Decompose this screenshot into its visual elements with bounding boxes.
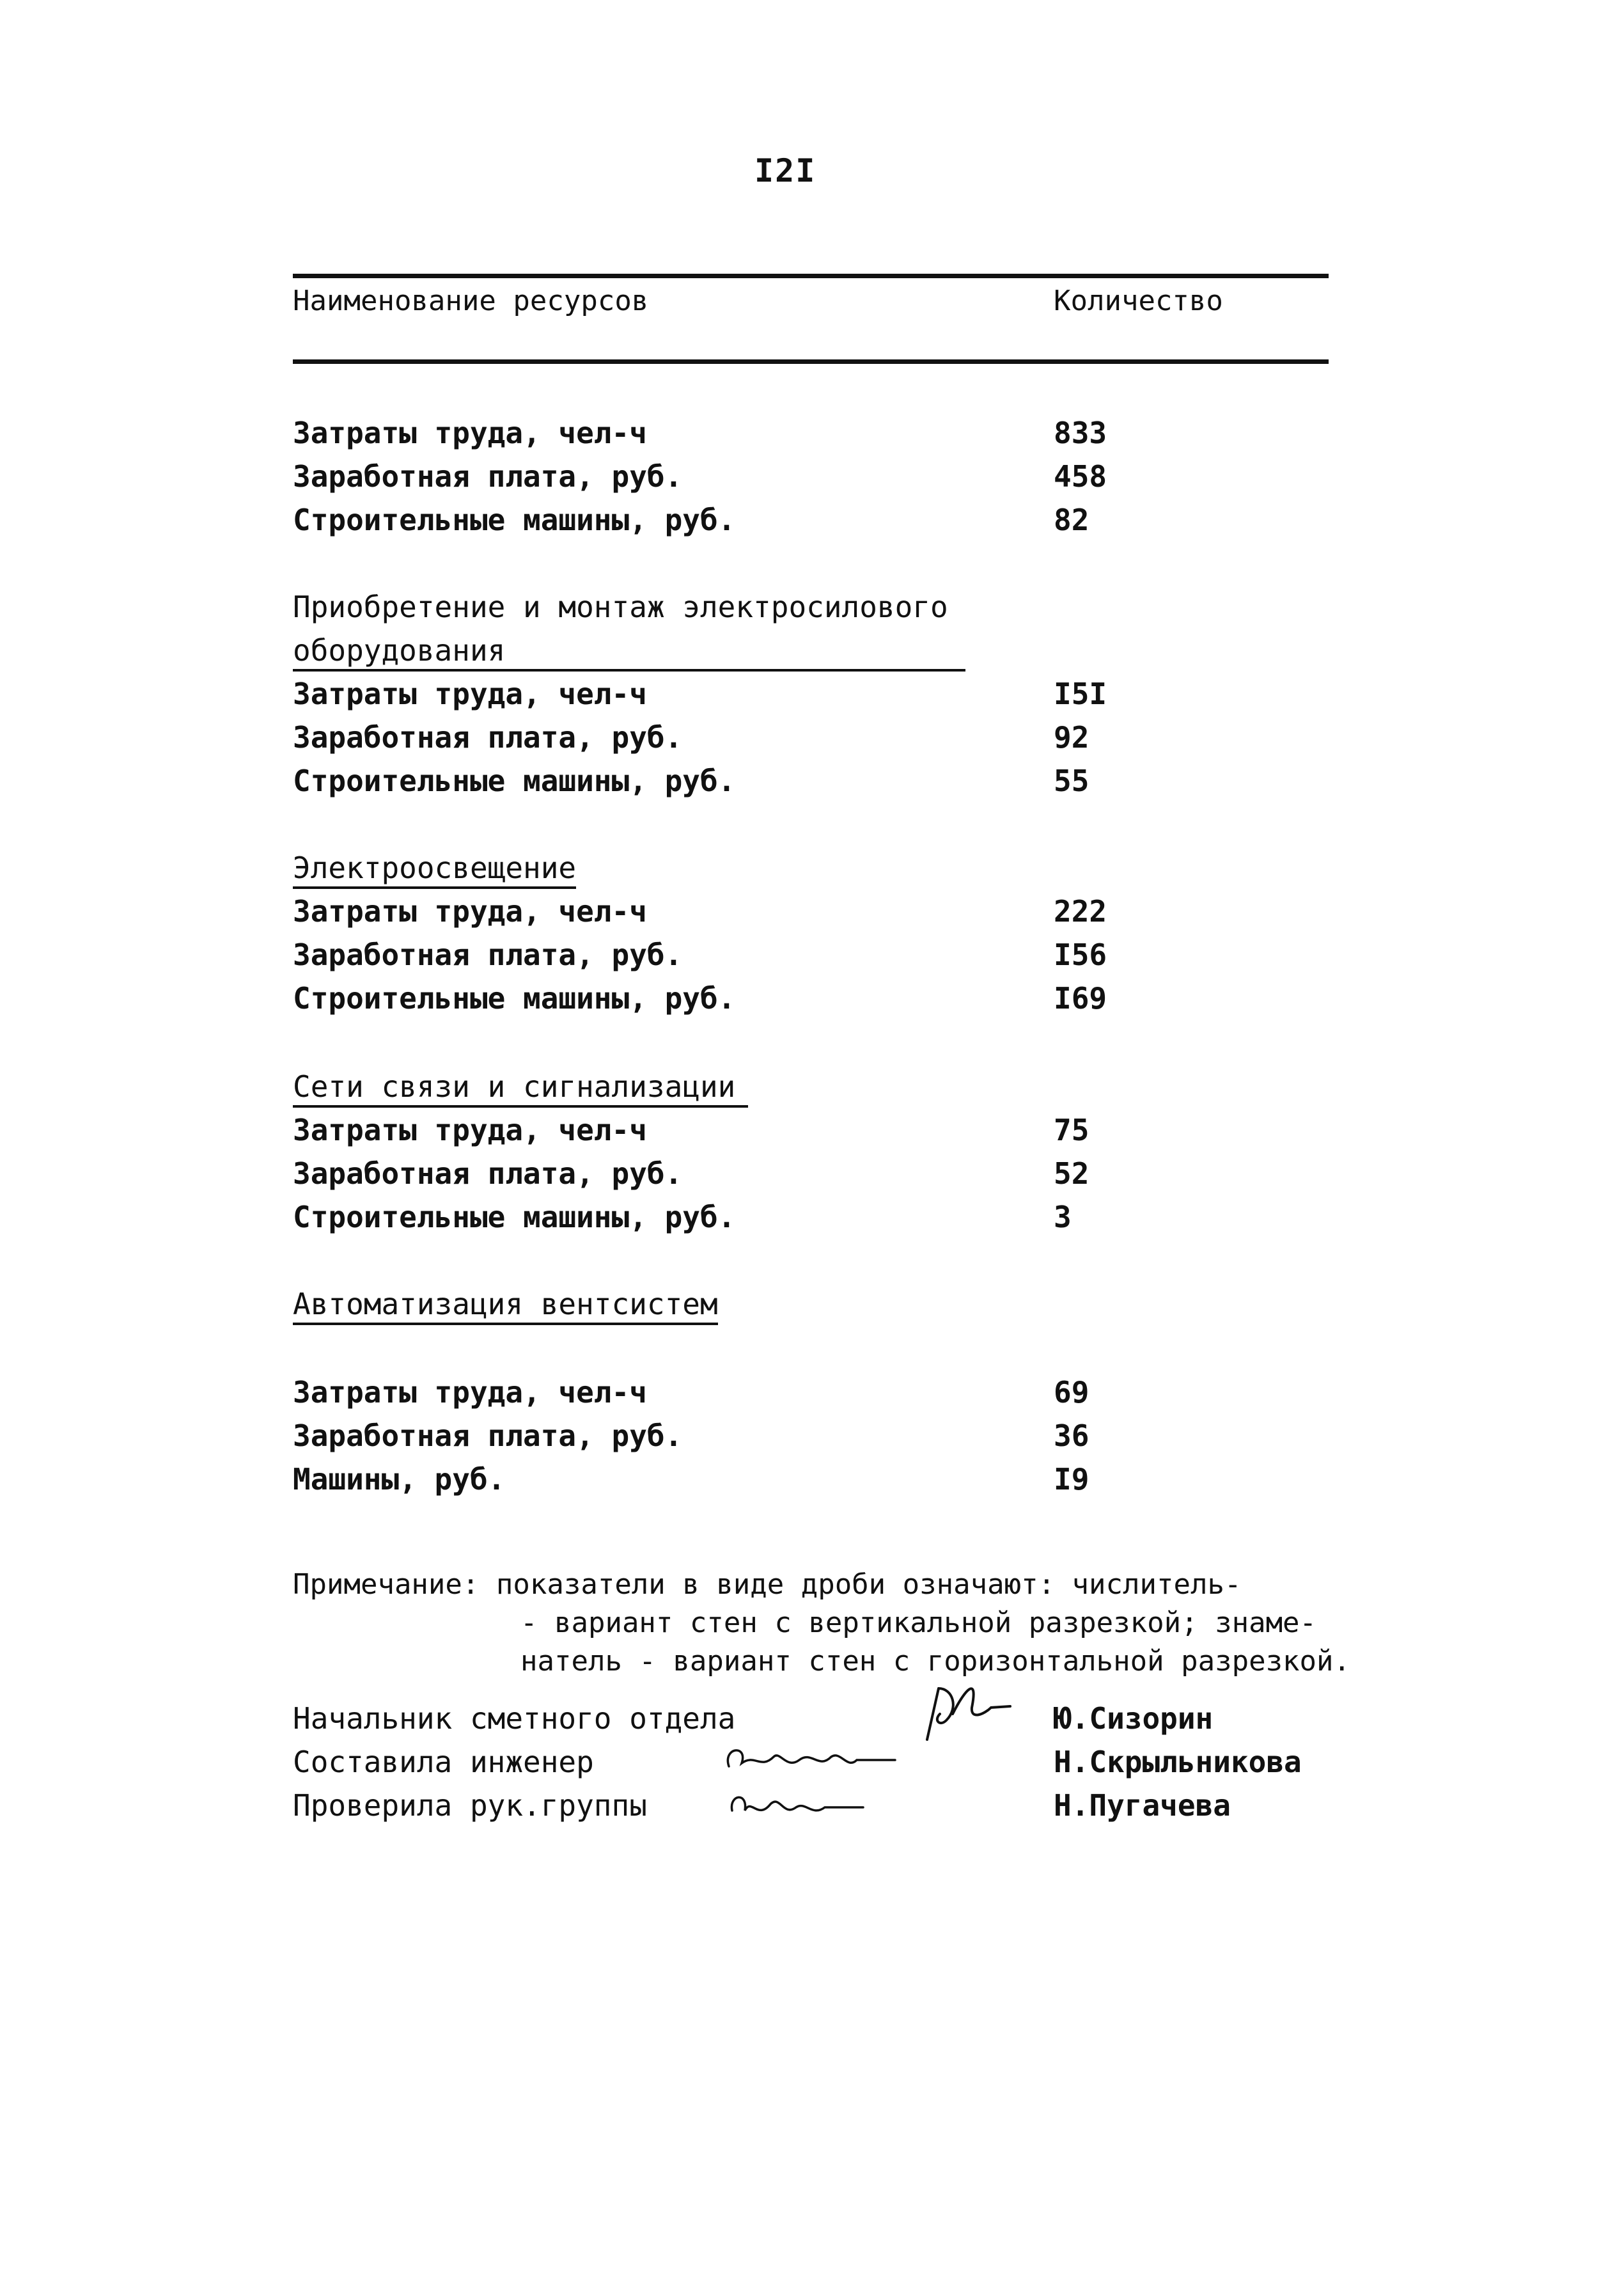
footnote xyxy=(293,1566,1350,1681)
table-row xyxy=(293,1462,1380,1500)
table-row xyxy=(293,503,1380,541)
row-value: I69 xyxy=(1054,981,1107,1016)
row-label: Затраты труда, чел-ч xyxy=(293,416,647,450)
row-label: Строительные машины, руб. xyxy=(293,764,736,798)
footnote-line: натель - вариант стен с горизонтальной разрезкой. xyxy=(520,1645,1351,1678)
section-title-text: Автоматизация вентсистем xyxy=(293,1287,718,1325)
handwritten-signature-1 xyxy=(914,1669,1029,1752)
row-value: I9 xyxy=(1054,1462,1089,1497)
handwritten-signature-3 xyxy=(722,1782,889,1833)
table-header-bottom-rule xyxy=(293,359,1329,364)
table-top-rule xyxy=(293,274,1329,278)
section-title-text: Электроосвещение xyxy=(293,851,576,889)
row-label: Затраты труда, чел-ч xyxy=(293,677,647,711)
row-value: 3 xyxy=(1054,1200,1072,1234)
row-label: Затраты труда, чел-ч xyxy=(293,1375,647,1410)
row-label: Заработная плата, руб. xyxy=(293,459,683,494)
section-title xyxy=(293,1069,748,1108)
table-row xyxy=(293,677,1380,715)
row-label: Строительные машины, руб. xyxy=(293,1200,736,1234)
row-label: Заработная плата, руб. xyxy=(293,1418,683,1453)
section-title xyxy=(293,851,576,889)
row-value: 82 xyxy=(1054,503,1089,537)
row-value: 222 xyxy=(1054,894,1107,929)
row-value: 69 xyxy=(1054,1375,1089,1410)
table-row xyxy=(293,894,1380,932)
row-label: Заработная плата, руб. xyxy=(293,938,683,972)
header-resource-name: Наименование ресурсов xyxy=(293,285,649,317)
signatory-name: Н.Скрыльникова xyxy=(1054,1745,1302,1779)
table-row xyxy=(293,416,1380,454)
section-title-text: Сети связи и сигнализации xyxy=(293,1069,748,1108)
footnote-line: - вариант стен с вертикальной разрезкой; знаме- xyxy=(520,1607,1317,1639)
row-label: Заработная плата, руб. xyxy=(293,1156,683,1191)
table-row xyxy=(293,764,1380,802)
table-row xyxy=(293,981,1380,1019)
section-title-line1: Приобретение и монтаж электросилового xyxy=(293,590,948,624)
row-label: Заработная плата, руб. xyxy=(293,720,683,755)
row-value: 833 xyxy=(1054,416,1107,450)
row-label: Затраты труда, чел-ч xyxy=(293,894,647,929)
row-label: Строительные машины, руб. xyxy=(293,981,736,1016)
row-value: I56 xyxy=(1054,938,1107,972)
table-row xyxy=(293,720,1380,758)
table-row xyxy=(293,1375,1380,1413)
page-number: I2I xyxy=(754,152,816,189)
row-value: 52 xyxy=(1054,1156,1089,1191)
row-value: 75 xyxy=(1054,1113,1089,1147)
table-row xyxy=(293,1156,1380,1195)
section-title xyxy=(293,1287,718,1325)
signatory-role: Начальник сметного отдела xyxy=(293,1701,736,1736)
table-row xyxy=(293,459,1380,498)
header-quantity: Количество xyxy=(1054,285,1223,317)
section-title-line2 xyxy=(293,633,965,672)
row-value: 458 xyxy=(1054,459,1107,494)
table-row xyxy=(293,938,1380,976)
row-label: Затраты труда, чел-ч xyxy=(293,1113,647,1147)
row-value: 36 xyxy=(1054,1418,1089,1453)
signatory-role: Проверила рук.группы xyxy=(293,1788,647,1823)
row-label: Машины, руб. xyxy=(293,1462,506,1497)
row-label: Строительные машины, руб. xyxy=(293,503,736,537)
table-row xyxy=(293,1418,1380,1457)
table-row xyxy=(293,1113,1380,1151)
footnote-line: Примечание: показатели в виде дроби означают: числитель- xyxy=(293,1568,1242,1601)
section-title-underlined: оборудования xyxy=(293,633,965,672)
signatory-role: Составила инженер xyxy=(293,1745,594,1779)
signatory-name: Н.Пугачева xyxy=(1054,1788,1231,1823)
row-value: 55 xyxy=(1054,764,1089,798)
row-value: I5I xyxy=(1054,677,1107,711)
table-row xyxy=(293,1200,1380,1238)
row-value: 92 xyxy=(1054,720,1089,755)
signatory-name: Ю.Сизорин xyxy=(1054,1701,1214,1736)
